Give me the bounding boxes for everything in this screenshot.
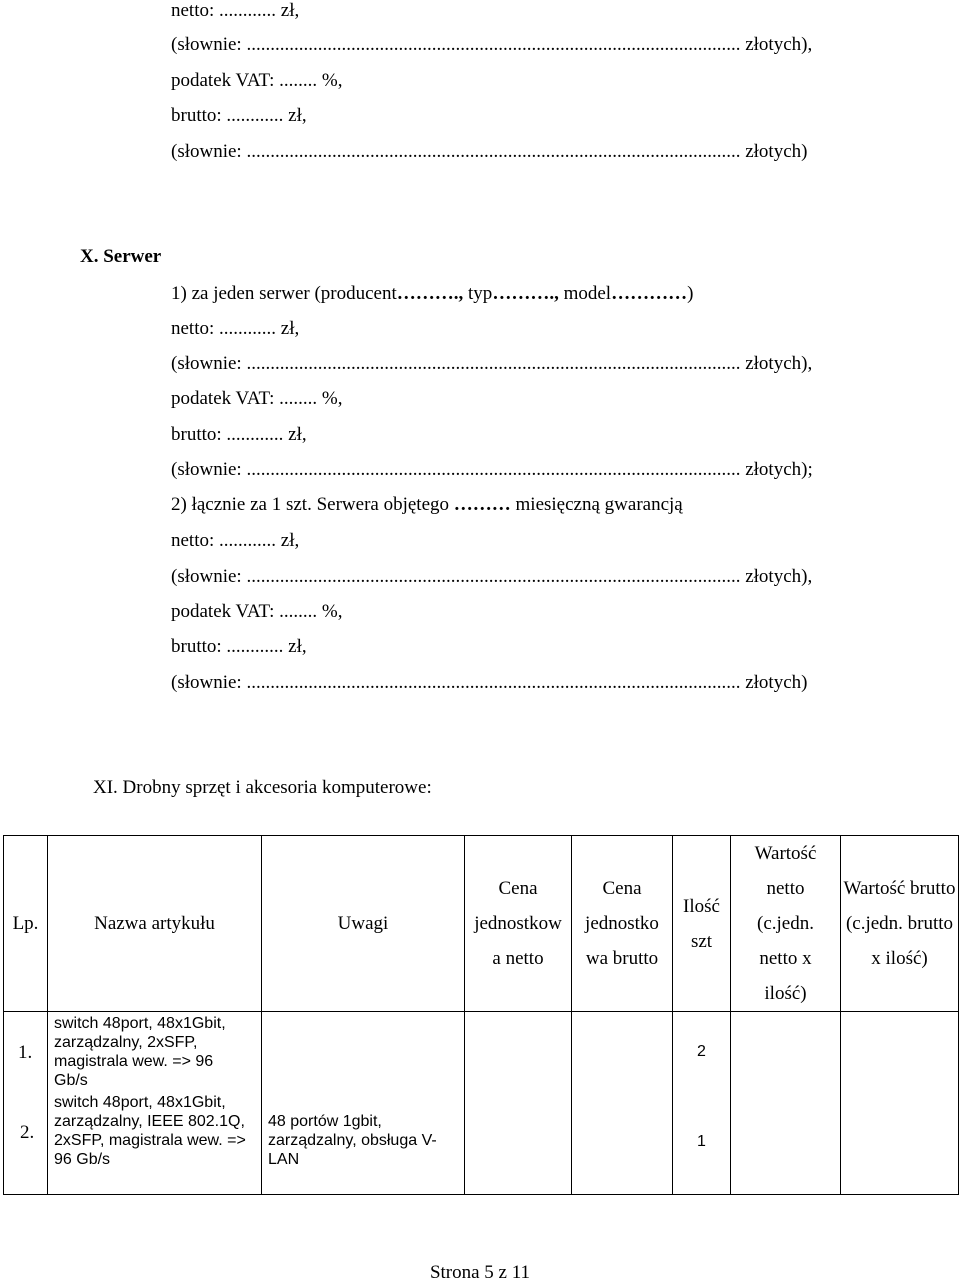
ilosc-row-1: 2	[697, 1043, 706, 1060]
typ-blank: ……….,	[492, 283, 559, 304]
section-xi-heading-text: XI. Drobny sprzęt i akcesoria komputerowe:	[93, 777, 432, 798]
cena-brutto-cell	[572, 1012, 673, 1195]
header-wartosc-netto: Wartość netto (c.jedn. netto x ilość)	[731, 836, 841, 1012]
section-xi-heading	[93, 777, 432, 799]
netto-line-1: netto: ............ zł,	[171, 0, 300, 21]
header-nazwa: Nazwa artykułu	[48, 836, 262, 1012]
server-item-2-suffix: miesięczną gwarancją	[510, 494, 683, 515]
uwagi-cell	[262, 1012, 465, 1195]
server-item-1-typ: typ	[463, 283, 493, 304]
slownie-line-4: (słownie: ........................................................................................................ złotych);	[171, 459, 813, 480]
table-body-row	[4, 1012, 959, 1195]
brutto-line-3: brutto: ............ zł,	[171, 636, 307, 657]
server-item-2	[171, 494, 683, 516]
producent-blank: ……….,	[396, 283, 464, 304]
slownie-line-1: (słownie: ........................................................................................................ złotych),	[171, 34, 813, 55]
header-cena-brutto: Cena jednostko wa brutto	[572, 836, 673, 1012]
brutto-line-2: brutto: ............ zł,	[171, 424, 307, 445]
lp-cell	[4, 1012, 48, 1195]
table-header-row	[4, 836, 959, 1012]
server-item-1-prefix: 1) za jeden serwer (producent	[171, 283, 397, 304]
header-uwagi: Uwagi	[262, 836, 465, 1012]
section-x-heading: X. Serwer	[80, 246, 162, 267]
vat-line-2: podatek VAT: ........ %,	[171, 388, 343, 409]
wartosc-netto-cell	[731, 1012, 841, 1195]
cena-netto-cell	[465, 1012, 572, 1195]
server-item-2-prefix: 2) łącznie za 1 szt. Serwera objętego	[171, 494, 454, 515]
header-lp: Lp.	[4, 836, 48, 1012]
server-item-1-end: )	[687, 283, 694, 304]
lp-row-1: 1.	[18, 1042, 33, 1063]
warranty-blank: ………	[453, 494, 511, 515]
netto-line-3: netto: ............ zł,	[171, 530, 300, 551]
server-item-1-model: model	[558, 283, 612, 304]
slownie-line-6: (słownie: ........................................................................................................ złotych)	[171, 672, 808, 693]
header-wartosc-brutto: Wartość brutto (c.jedn. brutto x ilość)	[841, 836, 959, 1012]
wartosc-brutto-cell	[841, 1012, 959, 1195]
header-cena-netto: Cena jednostkow a netto	[465, 836, 572, 1012]
header-ilosc: Ilość szt	[673, 836, 731, 1012]
nazwa-cell	[48, 1012, 262, 1195]
server-item-1	[171, 283, 693, 305]
items-table	[3, 835, 959, 1195]
lp-row-2: 2.	[20, 1122, 35, 1143]
netto-line-2: netto: ............ zł,	[171, 318, 300, 339]
nazwa-row-1: switch 48port, 48x1Gbit, zarządzalny, 2xSFP, magistrala wew. => 96 Gb/s	[54, 1015, 226, 1089]
page-number: Strona 5 z 11	[429, 1262, 531, 1283]
nazwa-row-2: switch 48port, 48x1Gbit, zarządzalny, IEEE 802.1Q, 2xSFP, magistrala wew. => 96 Gb/s	[54, 1094, 246, 1168]
slownie-line-5: (słownie: ........................................................................................................ złotych),	[171, 566, 813, 587]
brutto-line-1: brutto: ............ zł,	[171, 105, 307, 126]
slownie-line-2: (słownie: ........................................................................................................ złotych)	[171, 141, 808, 162]
vat-line-3: podatek VAT: ........ %,	[171, 601, 343, 622]
ilosc-row-2: 1	[697, 1133, 706, 1150]
vat-line-1: podatek VAT: ........ %,	[171, 70, 343, 91]
ilosc-cell	[673, 1012, 731, 1195]
uwagi-row-2: 48 portów 1gbit, zarządzalny, obsługa V-LAN	[268, 1113, 437, 1168]
model-blank: …………	[611, 283, 688, 304]
slownie-line-3: (słownie: ........................................................................................................ złotych),	[171, 353, 813, 374]
